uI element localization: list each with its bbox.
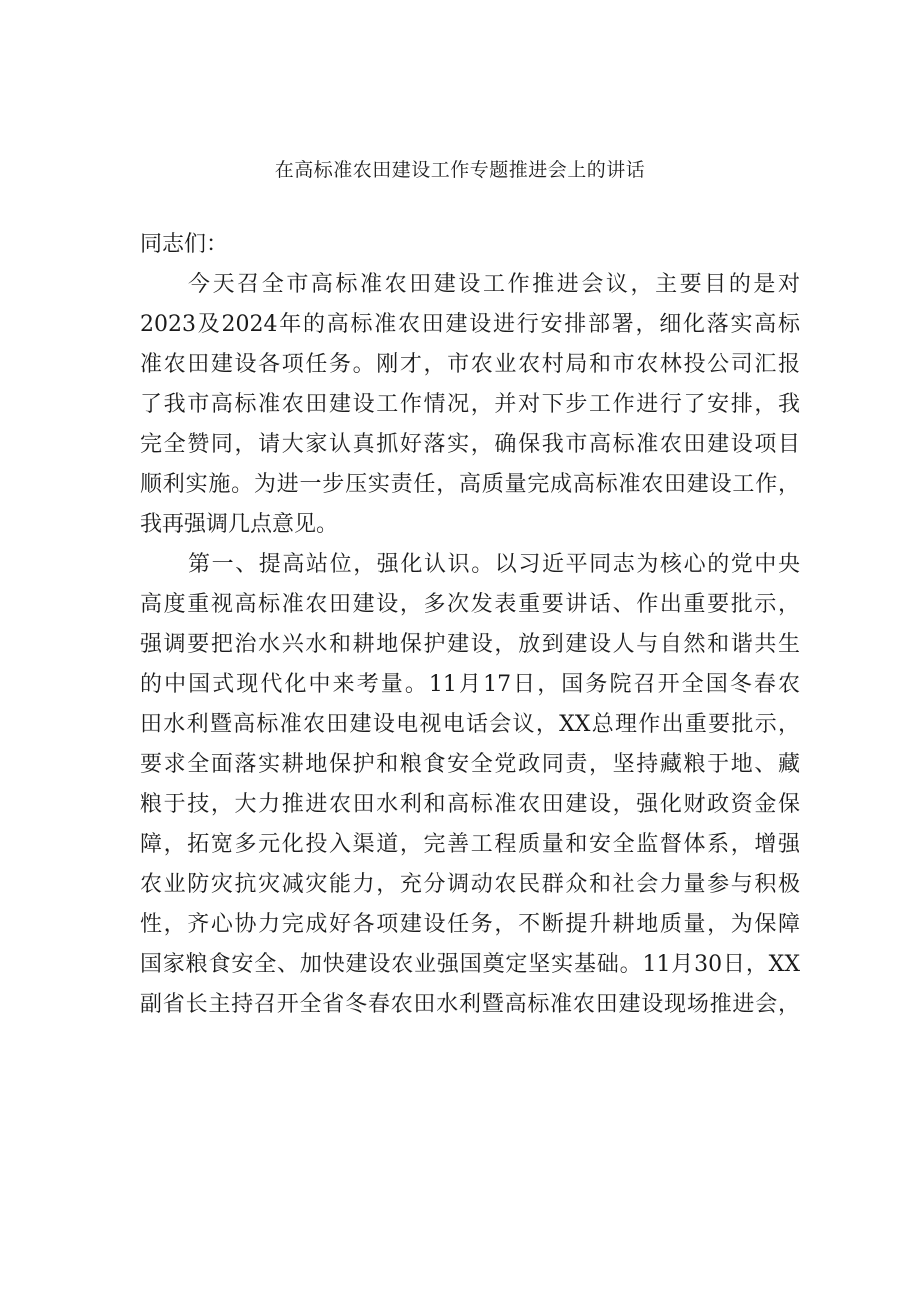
paragraph-line: 要求全面落实耕地保护和粮食安全党政同责，坚持藏粮于地、藏 — [140, 752, 800, 777]
paragraph-line: 顺利实施。为进一步压实责任，高质量完成高标准农田建设工作， — [140, 472, 800, 497]
paragraph-line: 的中国式现代化中来考量。11月17日，国务院召开全国冬春农 — [140, 672, 800, 697]
paragraph-line: 国家粮食安全、加快建设农业强国奠定坚实基础。11月30日，XX — [140, 952, 800, 977]
paragraph-line: 性，齐心协力完成好各项建设任务，不断提升耕地质量，为保障 — [140, 912, 800, 937]
document-title: 在高标准农田建设工作专题推进会上的讲话 — [274, 159, 646, 181]
paragraph-line: 完全赞同，请大家认真抓好落实，确保我市高标准农田建设项目 — [140, 432, 800, 457]
paragraph-line: 粮于技，大力推进农田水利和高标准农田建设，强化财政资金保 — [140, 792, 800, 817]
paragraph-line: 准农田建设各项任务。刚才，市农业农村局和市农林投公司汇报 — [140, 352, 800, 377]
paragraph-line: 我再强调几点意见。 — [140, 512, 339, 537]
paragraph-line: 了我市高标准农田建设工作情况，并对下步工作进行了安排，我 — [140, 392, 800, 417]
salutation: 同志们： — [140, 232, 229, 257]
paragraph-line: 副省长主持召开全省冬春农田水利暨高标准农田建设现场推进会， — [140, 992, 800, 1017]
paragraph-line: 障，拓宽多元化投入渠道，完善工程质量和安全监督体系，增强 — [140, 832, 800, 857]
document-body — [140, 225, 800, 1025]
paragraph-line: 今天召全市高标准农田建设工作推进会议，主要目的是对 — [188, 272, 800, 297]
paragraph-line: 农业防灾抗灾减灾能力，充分调动农民群众和社会力量参与积极 — [140, 872, 800, 897]
paragraph-line: 2023及2024年的高标准农田建设进行安排部署，细化落实高标 — [140, 312, 800, 337]
paragraph-line: 田水利暨高标准农田建设电视电话会议，XX总理作出重要批示， — [140, 712, 800, 737]
paragraph-line: 强调要把治水兴水和耕地保护建设，放到建设人与自然和谐共生 — [140, 632, 800, 657]
paragraph-line: 高度重视高标准农田建设，多次发表重要讲话、作出重要批示， — [140, 592, 800, 617]
paragraph-line: 第一、提高站位，强化认识。以习近平同志为核心的党中央 — [188, 552, 800, 577]
